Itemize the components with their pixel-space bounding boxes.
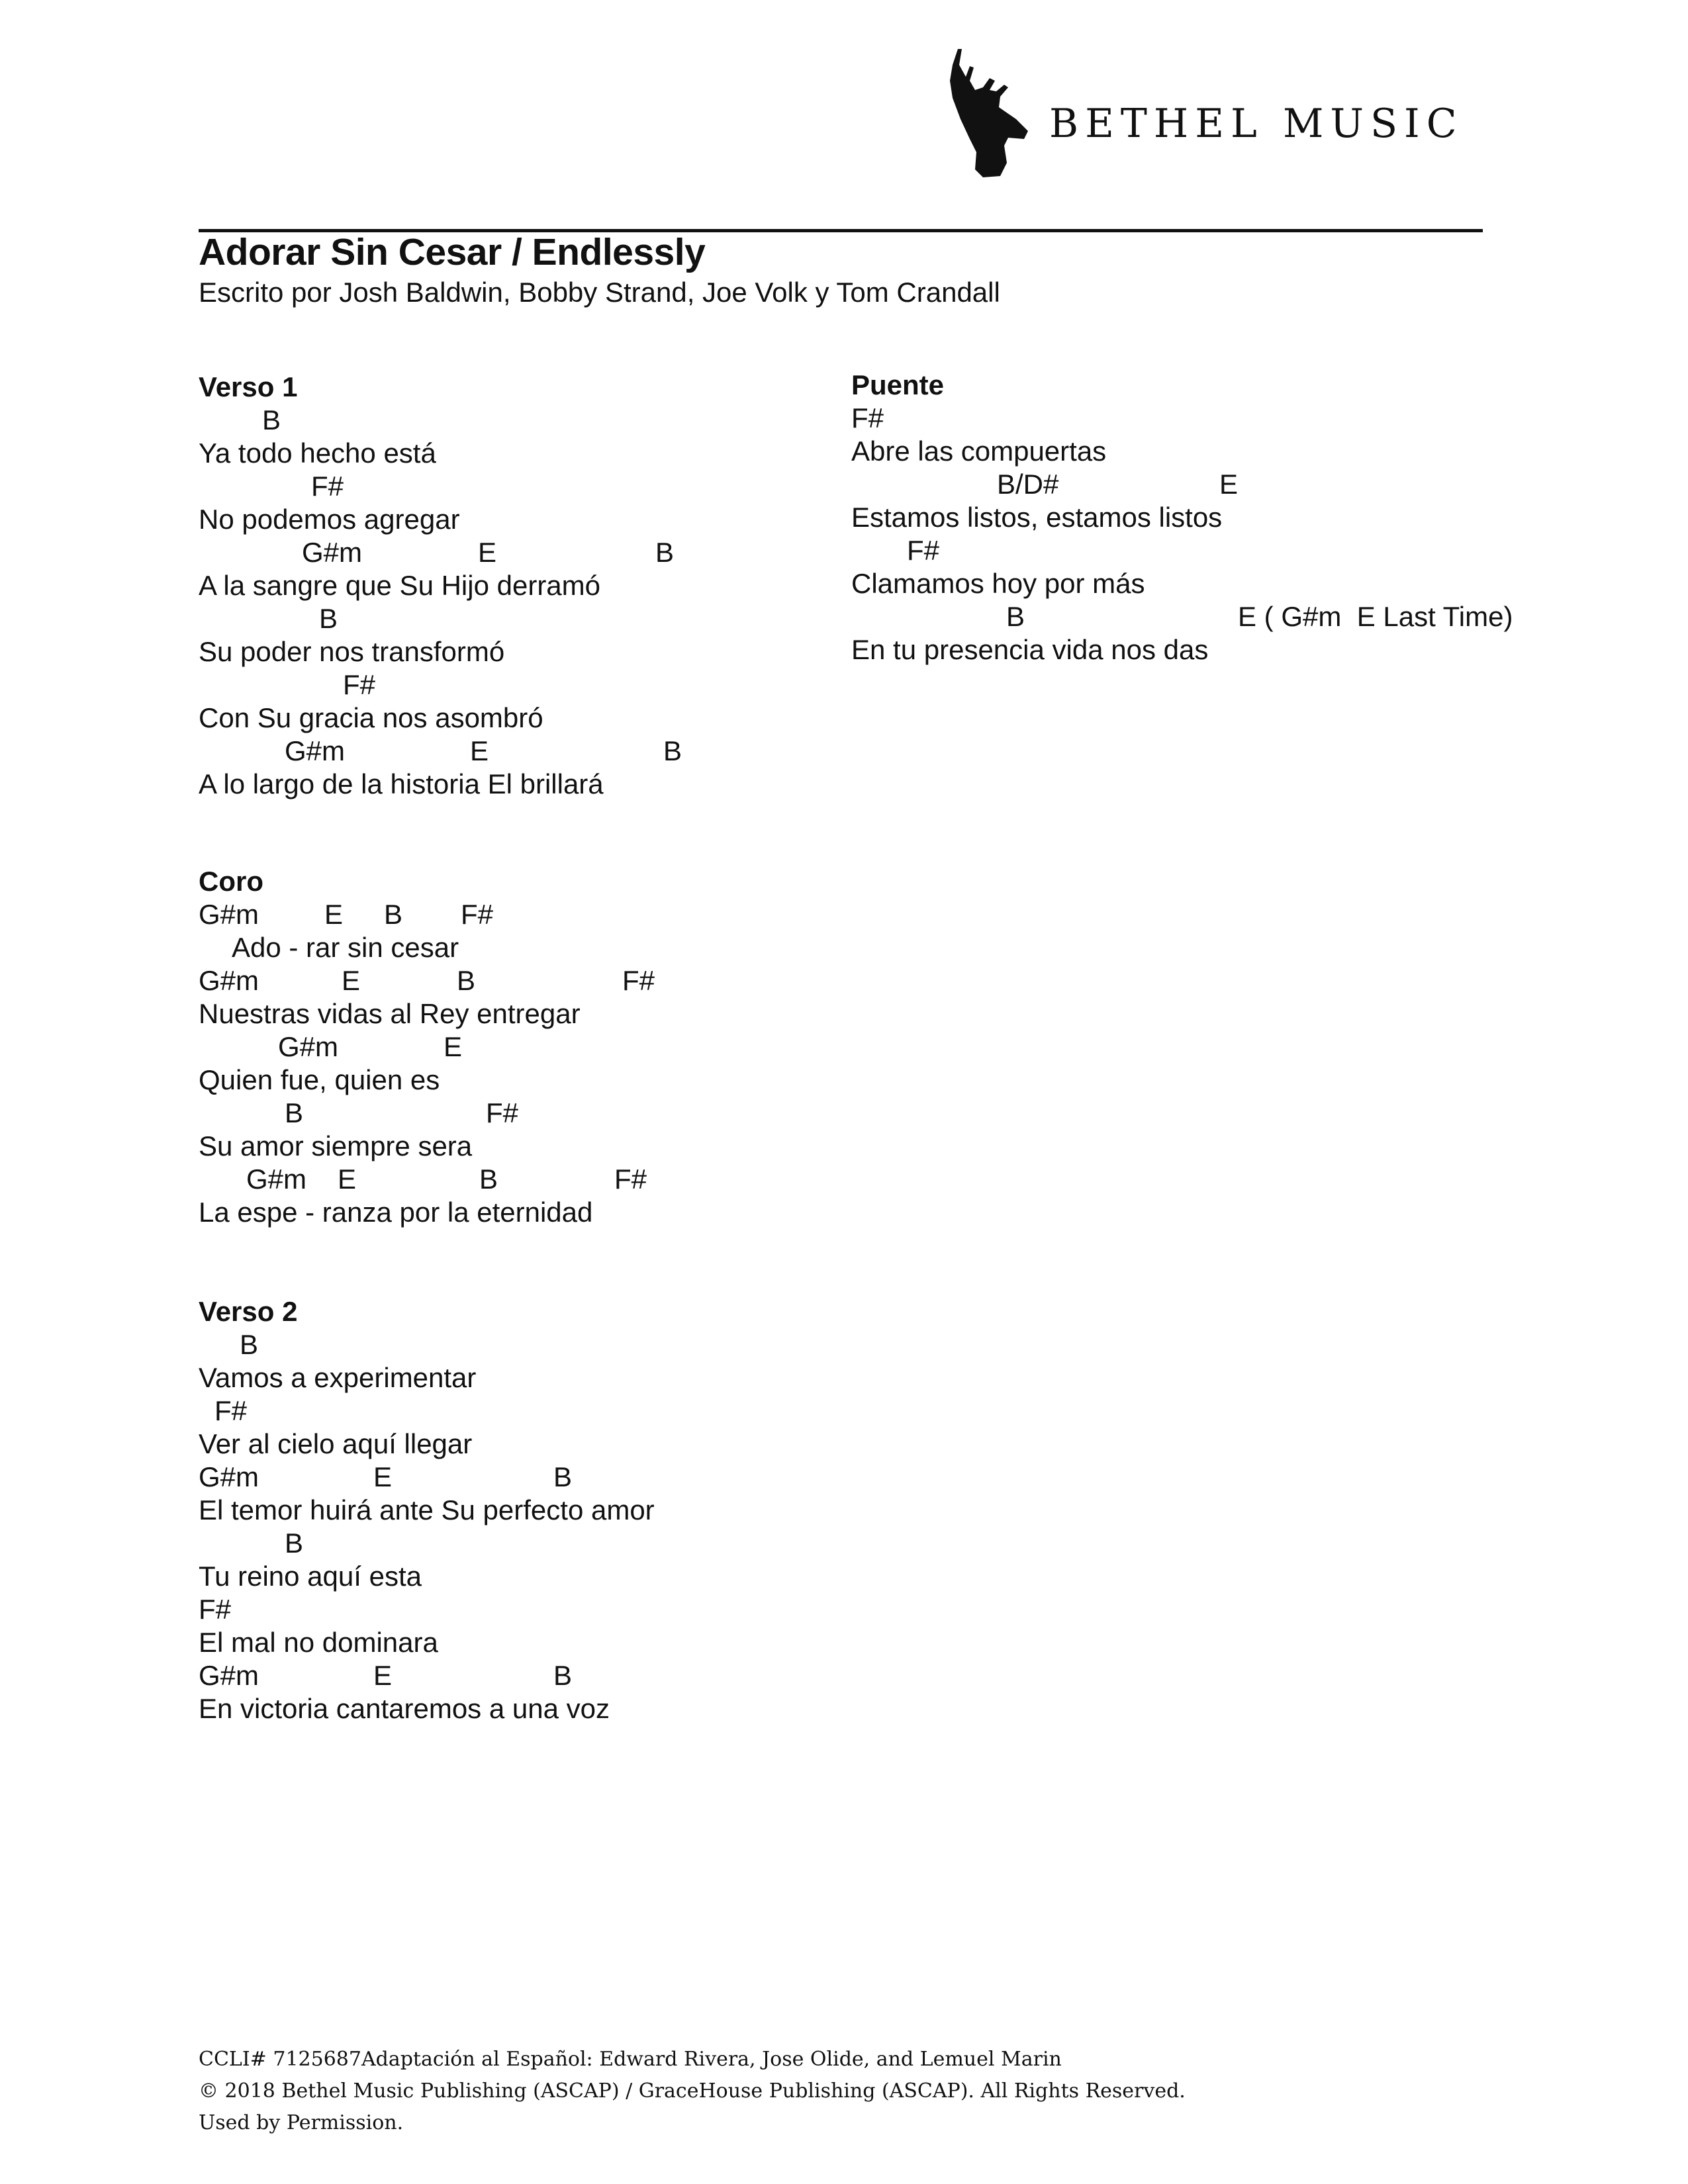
chord-line	[199, 1163, 647, 1196]
lyric-line: El temor huirá ante Su perfecto amor	[199, 1494, 655, 1525]
section-title: Coro	[199, 866, 263, 897]
chord: G#m	[199, 965, 259, 996]
lyric-line: A la sangre que Su Hijo derramó	[199, 570, 601, 601]
chord: E	[478, 537, 497, 568]
chord: E	[373, 1660, 393, 1691]
chord: B	[285, 1527, 304, 1559]
chord-line	[199, 536, 675, 569]
chord-line	[199, 1527, 655, 1560]
lyric-line: Su poder nos transformó	[199, 636, 505, 667]
chord: B	[384, 899, 403, 930]
lyric-line: Ado - rar sin cesar	[232, 932, 459, 963]
chord: G#m	[199, 899, 259, 930]
brand-name: BETHEL MUSIC	[1049, 101, 1464, 147]
chord: B	[285, 1097, 304, 1128]
lyric-line: A lo largo de la historia El brillará	[199, 768, 604, 799]
lyric-line: Ya todo hecho está	[199, 437, 436, 469]
chord: E	[470, 735, 489, 766]
chord: G#m	[246, 1163, 307, 1195]
lyric-line: El mal no dominara	[199, 1627, 438, 1658]
footer-line-ccli: CCLI# 7125687Adaptación al Español: Edward Rivera, Jose Olide, and Lemuel Marin	[199, 2048, 1062, 2071]
lyric-line: En tu presencia vida nos das	[851, 634, 1209, 665]
lyric-line: No podemos agregar	[199, 504, 460, 535]
chord: E	[338, 1163, 357, 1195]
chord: B	[240, 1329, 259, 1360]
lyric-line: Tu reino aquí esta	[199, 1561, 422, 1592]
chord: F#	[851, 402, 884, 433]
chord: B	[1006, 601, 1025, 632]
bethel-music-logo	[943, 46, 1473, 179]
chord: G#m	[199, 1660, 259, 1691]
chord-line	[199, 1593, 655, 1626]
section-puente	[851, 369, 1513, 666]
chord: E	[1219, 469, 1239, 500]
chord: E	[342, 965, 361, 996]
copyright-footer	[199, 2044, 1186, 2139]
chord-line	[199, 668, 604, 702]
chord-line	[851, 600, 1513, 633]
chord-line	[851, 534, 1222, 567]
lyric-line: Con Su gracia nos asombró	[199, 702, 543, 733]
chord-line	[199, 1328, 655, 1361]
chord: F#	[214, 1395, 248, 1426]
chord: B	[553, 1461, 573, 1492]
chord: B	[663, 735, 682, 766]
section-verso-1	[199, 371, 682, 801]
chord: F#	[461, 899, 494, 930]
section-title: Verso 1	[199, 371, 298, 402]
lyric-line: Nuestras vidas al Rey entregar	[199, 998, 581, 1029]
chord-line	[199, 1461, 655, 1494]
chord: F#	[614, 1163, 647, 1195]
lyric-line: Estamos listos, estamos listos	[851, 502, 1223, 533]
chord-line	[851, 468, 1239, 501]
chord-line	[199, 1097, 592, 1130]
deer-head-icon	[943, 46, 1036, 179]
lyric-line: Vamos a experimentar	[199, 1362, 477, 1393]
section-verso-2	[199, 1295, 655, 1725]
lyric-line: Su amor siempre sera	[199, 1130, 473, 1161]
footer-line-permission: Used by Permission.	[199, 2111, 404, 2134]
song-title: Adorar Sin Cesar / Endlessly	[199, 231, 706, 273]
chord-line	[199, 1030, 592, 1064]
chord: E	[444, 1031, 463, 1062]
lyric-line: La espe - ranza por la eternidad	[199, 1197, 593, 1228]
chord: B	[479, 1163, 498, 1195]
chord-line	[851, 402, 1222, 435]
chord-line	[199, 602, 604, 635]
footer-line-copyright: © 2018 Bethel Music Publishing (ASCAP) / GraceHouse Publishing (ASCAP). All Rights Reserved.	[199, 2079, 1186, 2103]
lyric-line: Clamamos hoy por más	[851, 568, 1145, 599]
chord: F#	[343, 669, 376, 700]
chord: G#m	[278, 1031, 339, 1062]
chord: F#	[907, 535, 940, 566]
chord-line	[199, 404, 604, 437]
chord: E	[373, 1461, 393, 1492]
chord: B	[319, 603, 338, 634]
chord: B	[553, 1660, 573, 1691]
chord: F#	[486, 1097, 519, 1128]
chord-line	[199, 470, 604, 503]
chord: B	[655, 537, 675, 568]
chord: F#	[311, 471, 344, 502]
section-coro	[199, 865, 655, 1229]
chord: F#	[199, 1594, 232, 1625]
chord-line	[199, 1394, 655, 1428]
chord: F#	[622, 965, 655, 996]
chord: G#m	[285, 735, 346, 766]
chord-line	[199, 898, 592, 931]
chord: E	[324, 899, 344, 930]
chord: G#m	[199, 1461, 259, 1492]
lyric-line: Abre las compuertas	[851, 435, 1107, 467]
chord: B	[262, 404, 281, 435]
lyric-line: Quien fue, quien es	[199, 1064, 440, 1095]
chord: G#m	[302, 537, 363, 568]
chord-line	[199, 1659, 655, 1692]
section-title: Verso 2	[199, 1296, 298, 1327]
chord: B/D#	[997, 469, 1059, 500]
song-authors: Escrito por Josh Baldwin, Bobby Strand, Joe Volk y Tom Crandall	[199, 277, 1000, 308]
chord-line	[199, 735, 682, 768]
chord: B	[457, 965, 476, 996]
lyric-line: Ver al cielo aquí llegar	[199, 1428, 473, 1459]
lyric-line: En victoria cantaremos a una voz	[199, 1693, 610, 1724]
section-title: Puente	[851, 369, 945, 400]
chord: E ( G#m E Last Time)	[1238, 601, 1513, 632]
chord-line	[199, 964, 655, 997]
